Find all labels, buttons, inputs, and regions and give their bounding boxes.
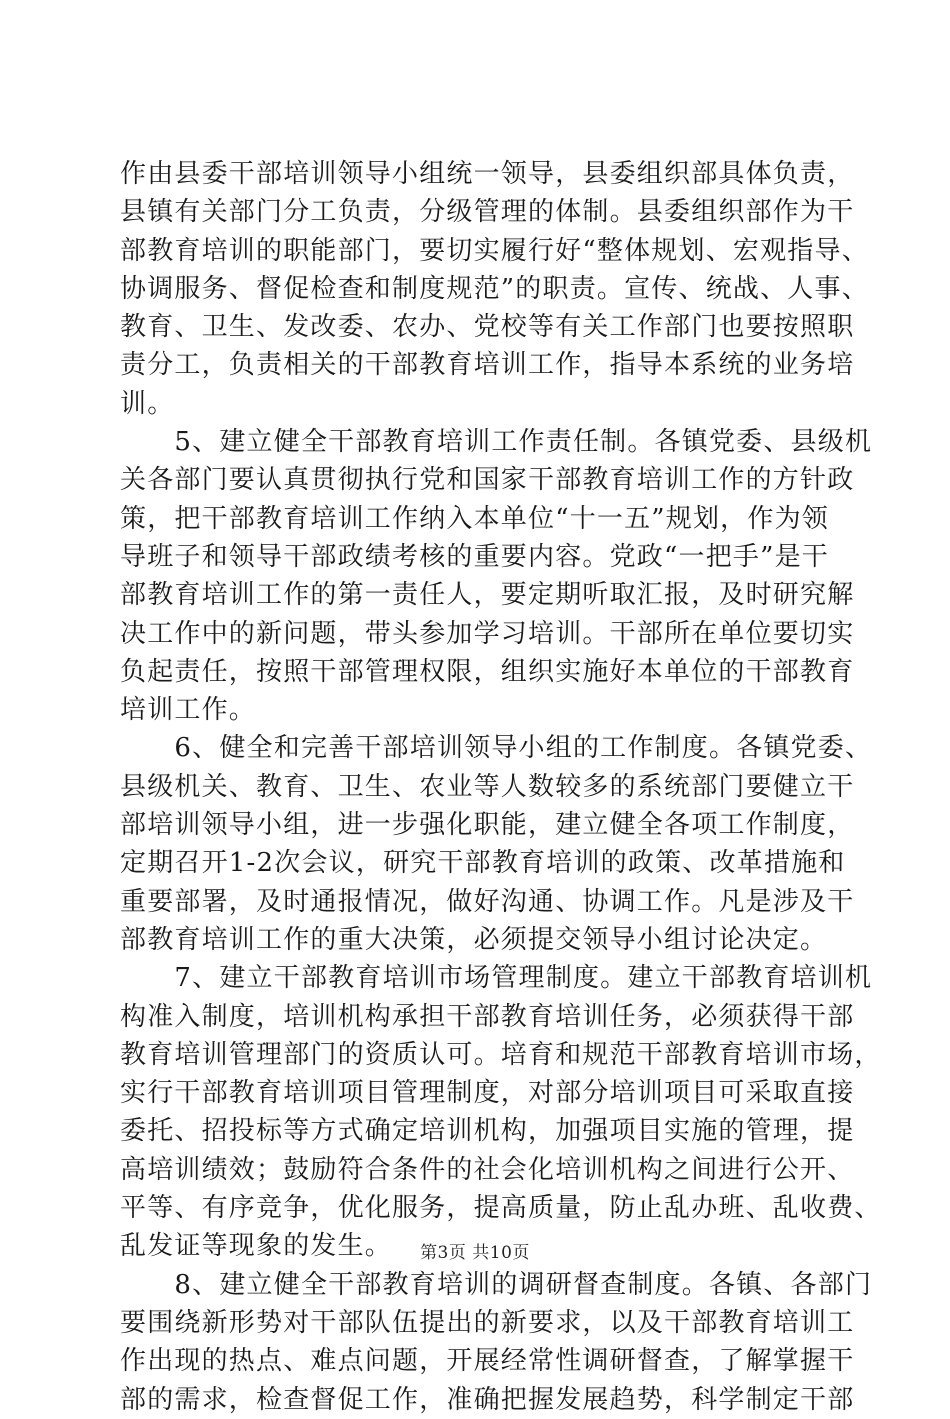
text-line: 关各部门要认真贯彻执行党和国家干部教育培训工作的方针政 xyxy=(120,465,855,496)
document-body xyxy=(120,155,882,1419)
text-line: 部的需求，检查督促工作，准确把握发展趋势，科学制定干部 xyxy=(120,1384,855,1415)
text-line: 培训工作。 xyxy=(120,695,257,726)
text-line: 定期召开1-2次会议，研究干部教育培训的政策、改革措施和 xyxy=(120,848,846,879)
text-line: 责分工，负责相关的干部教育培训工作，指导本系统的业务培 xyxy=(120,350,855,381)
text-line: 实行干部教育培训项目管理制度，对部分培训项目可采取直接 xyxy=(120,1078,855,1109)
page-footer: 第3页 共10页 xyxy=(420,1243,530,1263)
text-line: 部教育培训的职能部门，要切实履行好“整体规划、宏观指导、 xyxy=(120,235,869,266)
text-line: 策，把干部教育培训工作纳入本单位“十一五”规划，作为领 xyxy=(120,503,829,534)
text-line: 县镇有关部门分工负责，分级管理的体制。县委组织部作为干 xyxy=(120,197,855,228)
text-line: 部教育培训工作的重大决策，必须提交领导小组讨论决定。 xyxy=(120,924,828,955)
text-line: 教育、卫生、发改委、农办、党校等有关工作部门也要按照职 xyxy=(120,312,855,343)
text-line: 部培训领导小组，进一步强化职能，建立健全各项工作制度， xyxy=(120,810,855,841)
text-line: 要围绕新形势对干部队伍提出的新要求，以及干部教育培训工 xyxy=(120,1307,855,1338)
text-line: 构准入制度，培训机构承担干部教育培训任务，必须获得干部 xyxy=(120,1001,855,1032)
text-line: 委托、招投标等方式确定培训机构，加强项目实施的管理，提 xyxy=(120,1116,855,1147)
text-line: 协调服务、督促检查和制度规范”的职责。宣传、统战、人事、 xyxy=(120,273,869,304)
text-line: 训。 xyxy=(120,388,175,419)
text-line: 导班子和领导干部政绩考核的重要内容。党政“一把手”是干 xyxy=(120,541,829,572)
text-line: 作出现的热点、难点问题，开展经常性调研督查，了解掌握干 xyxy=(120,1346,855,1377)
text-line: 平等、有序竞争，优化服务，提高质量，防止乱办班、乱收费、 xyxy=(120,1193,882,1224)
text-line: 7、建立干部教育培训市场管理制度。建立干部教育培训机 xyxy=(120,963,873,994)
text-line: 高培训绩效；鼓励符合条件的社会化培训机构之间进行公开、 xyxy=(120,1154,855,1185)
text-line: 8、建立健全干部教育培训的调研督查制度。各镇、各部门 xyxy=(120,1269,873,1300)
text-line: 教育培训管理部门的资质认可。培育和规范干部教育培训市场， xyxy=(120,1039,882,1070)
text-line: 县级机关、教育、卫生、农业等人数较多的系统部门要健立干 xyxy=(120,771,855,802)
text-line: 5、建立健全干部教育培训工作责任制。各镇党委、县级机 xyxy=(120,427,873,458)
text-line: 乱发证等现象的发生。 xyxy=(120,1231,393,1262)
text-line: 部教育培训工作的第一责任人，要定期听取汇报，及时研究解 xyxy=(120,580,855,611)
text-line: 负起责任，按照干部管理权限，组织实施好本单位的干部教育 xyxy=(120,656,855,687)
text-line: 重要部署，及时通报情况，做好沟通、协调工作。凡是涉及干 xyxy=(120,886,855,917)
text-line: 6、健全和完善干部培训领导小组的工作制度。各镇党委、 xyxy=(120,733,873,764)
text-line: 决工作中的新问题，带头参加学习培训。干部所在单位要切实 xyxy=(120,618,855,649)
text-line: 作由县委干部培训领导小组统一领导，县委组织部具体负责， xyxy=(120,159,855,189)
